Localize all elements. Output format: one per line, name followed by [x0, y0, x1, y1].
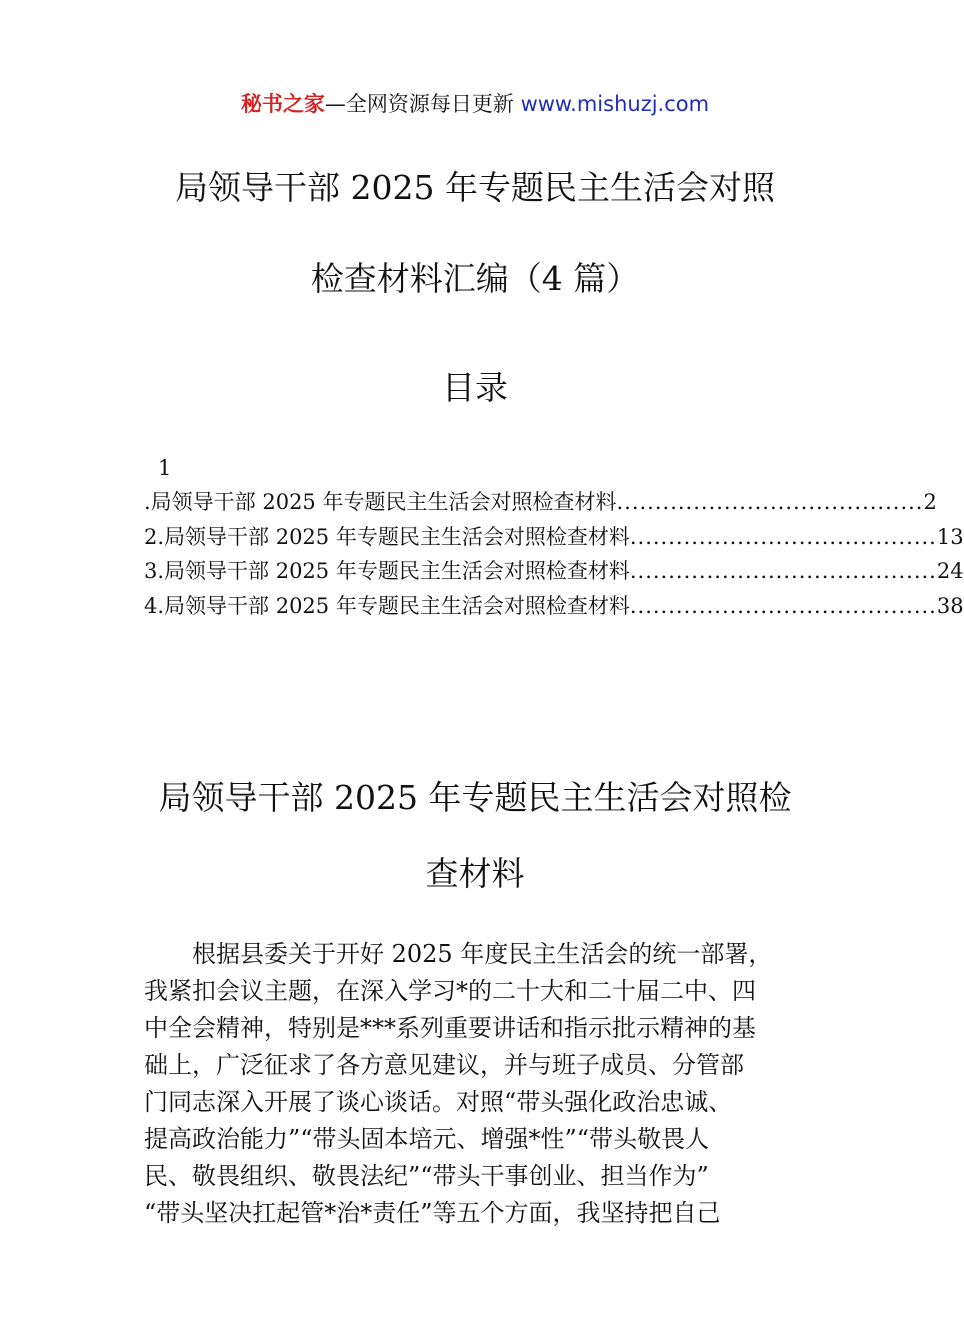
paragraph-line: 中全会精神，特别是***系列重要讲话和指示批示精神的基	[144, 1014, 756, 1042]
header-site-link[interactable]: www.mishuzj.com	[520, 92, 710, 116]
toc-item-leader: ........................................	[629, 559, 937, 583]
toc-item[interactable]	[144, 555, 964, 590]
toc-item-text: .局领导干部 2025 年专题民主生活会对照检查材料	[144, 490, 617, 514]
toc-item-leader: ........................................	[629, 524, 937, 549]
toc-leading-number: 1	[158, 456, 172, 480]
toc-item-leader: ........................................	[616, 490, 924, 514]
toc-item[interactable]	[144, 521, 964, 556]
document-title-line-2: 检查材料汇编（4 篇）	[310, 259, 640, 298]
toc-item-page: 24	[936, 559, 964, 583]
toc-item-text: 2.局领导干部 2025 年专题民主生活会对照检查材料	[144, 524, 630, 549]
document-title-line-1: 局领导干部 2025 年专题民主生活会对照	[175, 168, 775, 207]
paragraph-line: 民、敬畏组织、敬畏法纪”“带头干事创业、担当作为”	[144, 1162, 709, 1190]
section-title-line-1: 局领导干部 2025 年专题民主生活会对照检	[158, 778, 792, 817]
paragraph-line: 提高政治能力”“带头固本培元、增强*性”“带头敬畏人	[144, 1125, 710, 1153]
toc-item-text: 3.局领导干部 2025 年专题民主生活会对照检查材料	[144, 559, 630, 583]
site-header	[0, 88, 950, 118]
paragraph-line: 门同志深入开展了谈心谈话。对照“带头强化政治忠诚、	[144, 1088, 733, 1116]
toc-item-page: 38	[936, 593, 964, 618]
paragraph-line: 础上，广泛征求了各方意见建议，并与班子成员、分管部	[144, 1051, 744, 1079]
toc-heading: 目录	[442, 368, 508, 407]
paragraph-line: “带头坚决扛起管*治*责任”等五个方面，我坚持把自己	[144, 1199, 721, 1227]
table-of-contents	[144, 486, 964, 624]
toc-item[interactable]	[144, 590, 964, 625]
paragraph-line: 我紧扣会议主题，在深入学习*的二十大和二十届二中、四	[144, 977, 756, 1005]
toc-item-page: 2	[923, 490, 937, 514]
paragraph-line: 根据县委关于开好 2025 年度民主生活会的统一部署，	[192, 940, 773, 968]
section-title-line-2: 查材料	[425, 854, 525, 893]
toc-item-leader: ........................................	[629, 593, 937, 618]
header-tagline: —全网资源每日更新	[324, 92, 521, 116]
toc-item-page: 13	[936, 524, 964, 549]
toc-item-text: 4.局领导干部 2025 年专题民主生活会对照检查材料	[144, 593, 630, 618]
body-paragraph	[144, 936, 808, 1232]
header-brand: 秘书之家	[240, 92, 325, 116]
toc-item[interactable]	[144, 486, 937, 521]
